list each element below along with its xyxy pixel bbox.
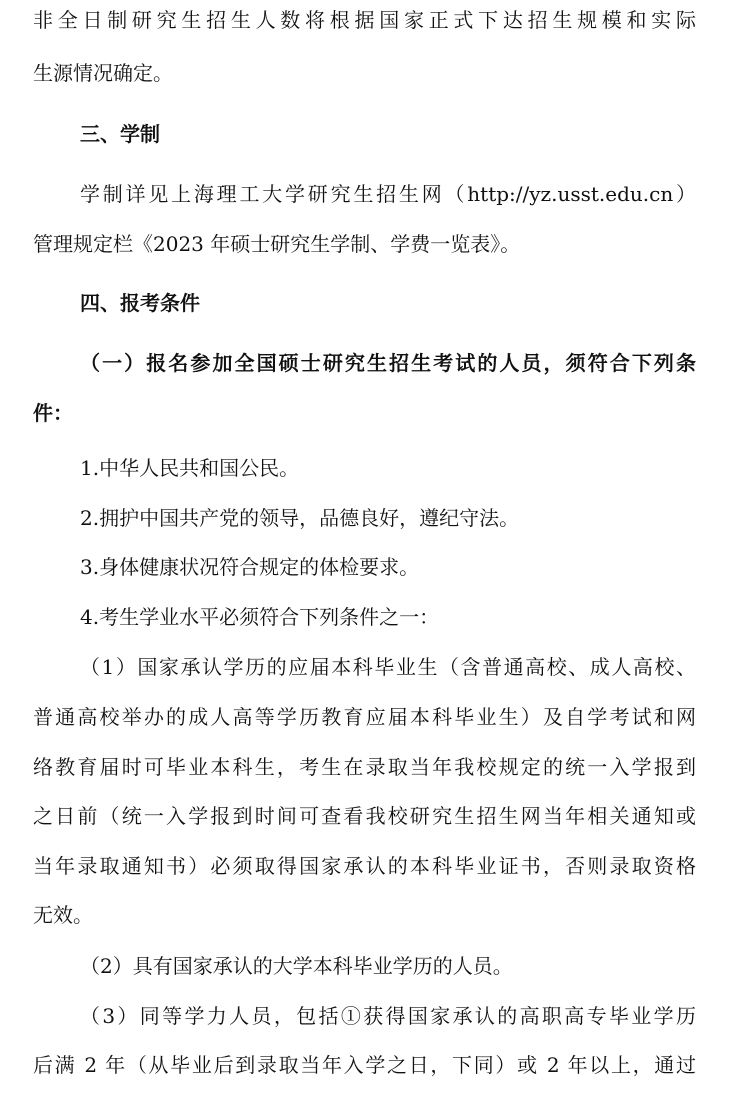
paragraph-line: 络教育届时可毕业本科生，考生在录取当年我校规定的统一入学报到 <box>33 755 696 779</box>
list-item: 4.考生学业水平必须符合下列条件之一： <box>80 605 440 629</box>
paragraph-line: 后满 2 年（从毕业后到录取当年入学之日，下同）或 2 年以上，通过 <box>33 1053 696 1077</box>
section-heading: 三、学制 <box>80 122 160 146</box>
paragraph-line: 非全日制研究生招生人数将根据国家正式下达招生规模和实际 <box>33 8 696 32</box>
list-item: （2）具有国家承认的大学本科毕业学历的人员。 <box>80 954 513 978</box>
paragraph-line: （1）国家承认学历的应届本科毕业生（含普通高校、成人高校、 <box>80 655 696 679</box>
list-item: 1.中华人民共和国公民。 <box>80 456 300 480</box>
section-heading: 四、报考条件 <box>80 291 200 315</box>
paragraph-line: 普通高校举办的成人高等学历教育应届本科毕业生）及自学考试和网 <box>33 705 696 729</box>
subsection-heading: （一）报名参加全国硕士研究生招生考试的人员，须符合下列条 <box>80 351 696 375</box>
paragraph-line: 之日前（统一入学报到时间可查看我校研究生招生网当年相关通知或 <box>33 804 696 828</box>
list-item: 2.拥护中国共产党的领导，品德良好，遵纪守法。 <box>80 506 520 530</box>
list-item: 3.身体健康状况符合规定的体检要求。 <box>80 555 420 579</box>
paragraph-line: 管理规定栏《2023 年硕士研究生学制、学费一览表》。 <box>33 232 521 256</box>
subsection-heading: 件： <box>33 401 73 425</box>
paragraph-line: 学制详见上海理工大学研究生招生网（http://yz.usst.edu.cn） <box>80 182 696 206</box>
paragraph-line: 无效。 <box>33 903 93 927</box>
paragraph-line: （3）同等学力人员，包括①获得国家承认的高职高专毕业学历 <box>80 1004 696 1028</box>
paragraph-line: 当年录取通知书）必须取得国家承认的本科毕业证书，否则录取资格 <box>33 854 696 878</box>
paragraph-line: 生源情况确定。 <box>33 61 173 85</box>
